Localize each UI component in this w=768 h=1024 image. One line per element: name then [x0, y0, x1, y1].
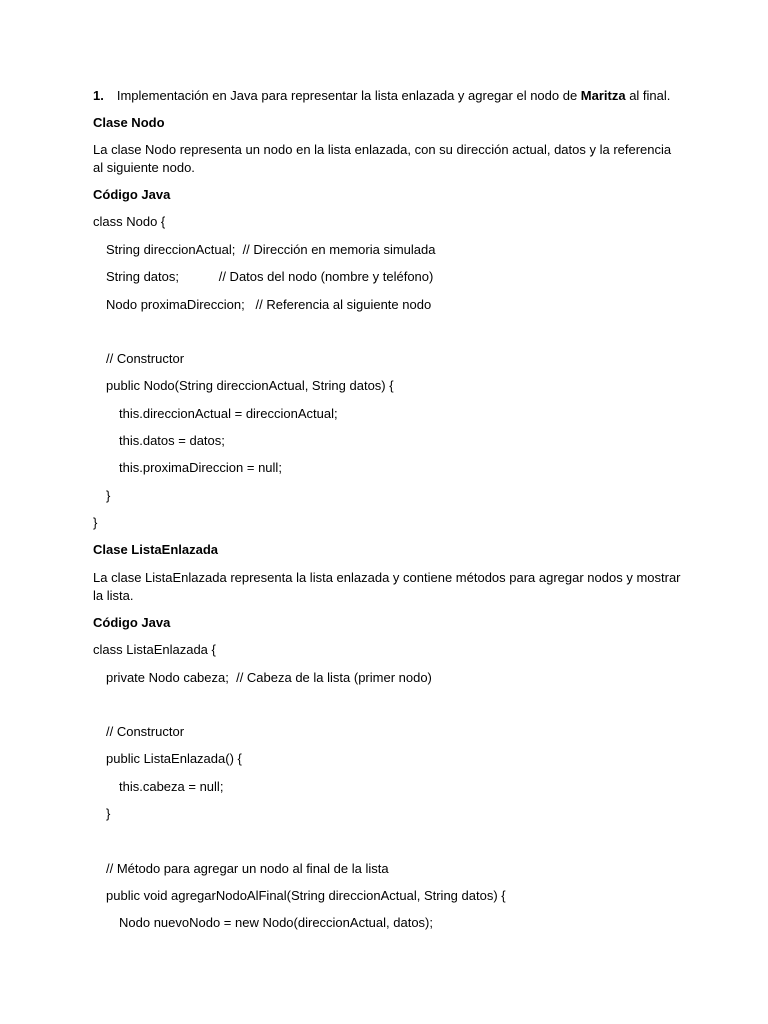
code-line: // Método para agregar un nodo al final de la lista: [106, 861, 389, 876]
heading-text-pre: Implementación en Java para representar la lista enlazada y agregar el nodo de: [116, 88, 581, 103]
code-line: }: [106, 806, 111, 821]
code-line: public ListaEnlazada() {: [106, 751, 242, 766]
code-line: // Constructor: [106, 724, 185, 739]
code-line: this.datos = datos;: [119, 433, 225, 448]
heading-text-post: al final.: [625, 88, 671, 103]
code-line: private Nodo cabeza; // Cabeza de la lista (primer nodo): [106, 670, 432, 685]
section-desc-nodo-line2: al siguiente nodo.: [93, 160, 195, 175]
section-desc-lista-line2: la lista.: [93, 588, 134, 603]
section-desc-nodo-line1: La clase Nodo representa un nodo en la lista enlazada, con su dirección actual, datos y la referencia: [93, 142, 672, 157]
code-line: this.cabeza = null;: [119, 779, 224, 794]
code-title-2: Código Java: [93, 615, 171, 630]
code-line: String direccionActual; // Dirección en memoria simulada: [106, 242, 436, 257]
code-line: Nodo nuevoNodo = new Nodo(direccionActual, datos);: [119, 915, 433, 930]
code-line: // Constructor: [106, 351, 185, 366]
code-line: class ListaEnlazada {: [93, 642, 216, 657]
code-line: this.proximaDireccion = null;: [119, 460, 282, 475]
code-line: class Nodo {: [93, 214, 166, 229]
section-title-nodo: Clase Nodo: [93, 115, 165, 130]
section-desc-lista-line1: La clase ListaEnlazada representa la lista enlazada y contiene métodos para agregar nodos y mostrar: [93, 570, 681, 585]
code-line: Nodo proximaDireccion; // Referencia al siguiente nodo: [106, 297, 432, 312]
code-line: this.direccionActual = direccionActual;: [119, 406, 338, 421]
code-line: public Nodo(String direccionActual, String datos) {: [106, 378, 394, 393]
code-line: }: [93, 515, 98, 530]
code-line: public void agregarNodoAlFinal(String direccionActual, String datos) {: [106, 888, 506, 903]
heading-line: [93, 88, 670, 104]
code-line: }: [106, 488, 111, 503]
item-number: 1.: [93, 88, 104, 103]
code-title-1: Código Java: [93, 187, 171, 202]
code-line: String datos; // Datos del nodo (nombre y teléfono): [106, 269, 434, 284]
section-title-lista: Clase ListaEnlazada: [93, 542, 218, 557]
heading-text-bold: Maritza: [580, 88, 626, 103]
